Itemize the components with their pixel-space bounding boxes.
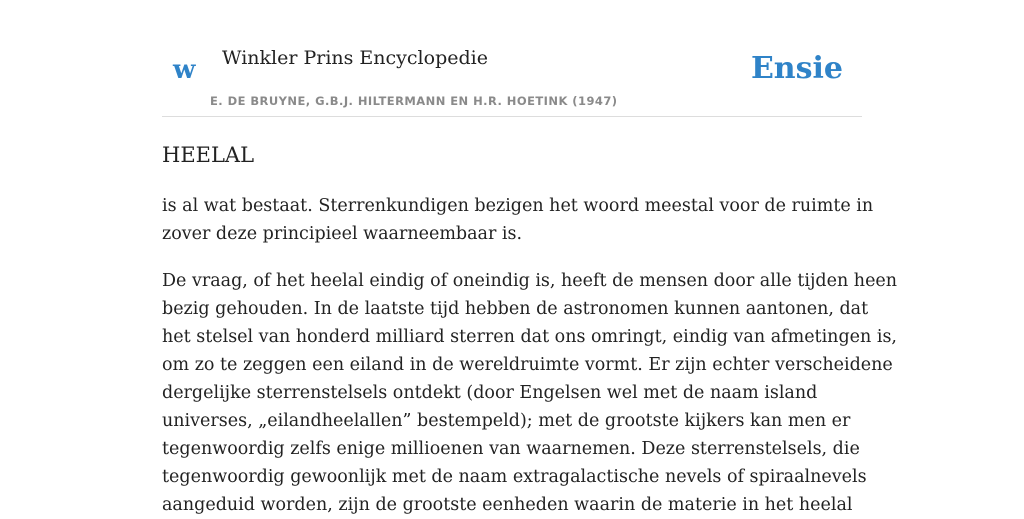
paragraph-line: het stelsel van honderd milliard sterren dat ons omringt, eindig van afmetingen is,: [162, 327, 897, 347]
paragraph-line: dergelijke sterrenstelsels ontdekt (door Engelsen wel met de naam island: [162, 383, 818, 403]
paragraph-line: universes, „eilandheelallen” bestempeld); met de grootste kijkers kan men er: [162, 411, 851, 431]
paragraph-line: tegenwoordig gewoonlijk met de naam extragalactische nevels of spiraalnevels: [162, 467, 867, 487]
encyclopedia-title-link[interactable]: Winkler Prins Encyclopedie: [222, 47, 488, 69]
paragraph-line: bezig gehouden. In de laatste tijd hebben de astronomen kunnen aantonen, dat: [162, 299, 869, 319]
article-paragraph-1: [162, 192, 874, 248]
paragraph-line: tegenwoordig zelfs enige millioenen van waarnemen. Deze sterrenstelsels, die: [162, 439, 860, 459]
article-title: HEELAL: [162, 143, 255, 167]
paragraph-line: aangeduid worden, zijn de grootste eenheden waarin de materie in het heelal: [162, 495, 853, 515]
paragraph-line: is al wat bestaat. Sterrenkundigen bezigen het woord meestal voor de ruimte in: [162, 196, 874, 216]
paragraph-line: om zo te zeggen een eiland in de wereldruimte vormt. Er zijn echter verscheidene: [162, 355, 893, 375]
article: [162, 136, 898, 519]
paragraph-line: De vraag, of het heelal eindig of oneindig is, heeft de mensen door alle tijden heen: [162, 271, 898, 291]
ensie-logo-link[interactable]: Ensie: [750, 51, 843, 86]
authors-line: E. DE BRUYNE, G.B.J. HILTERMANN EN H.R. HOETINK (1947): [210, 94, 618, 108]
page-header: [162, 0, 862, 117]
winkler-prins-logo-icon[interactable]: w: [173, 55, 196, 85]
article-paragraph-2: [162, 267, 898, 519]
paragraph-line: zover deze principieel waarneembaar is.: [162, 224, 523, 244]
